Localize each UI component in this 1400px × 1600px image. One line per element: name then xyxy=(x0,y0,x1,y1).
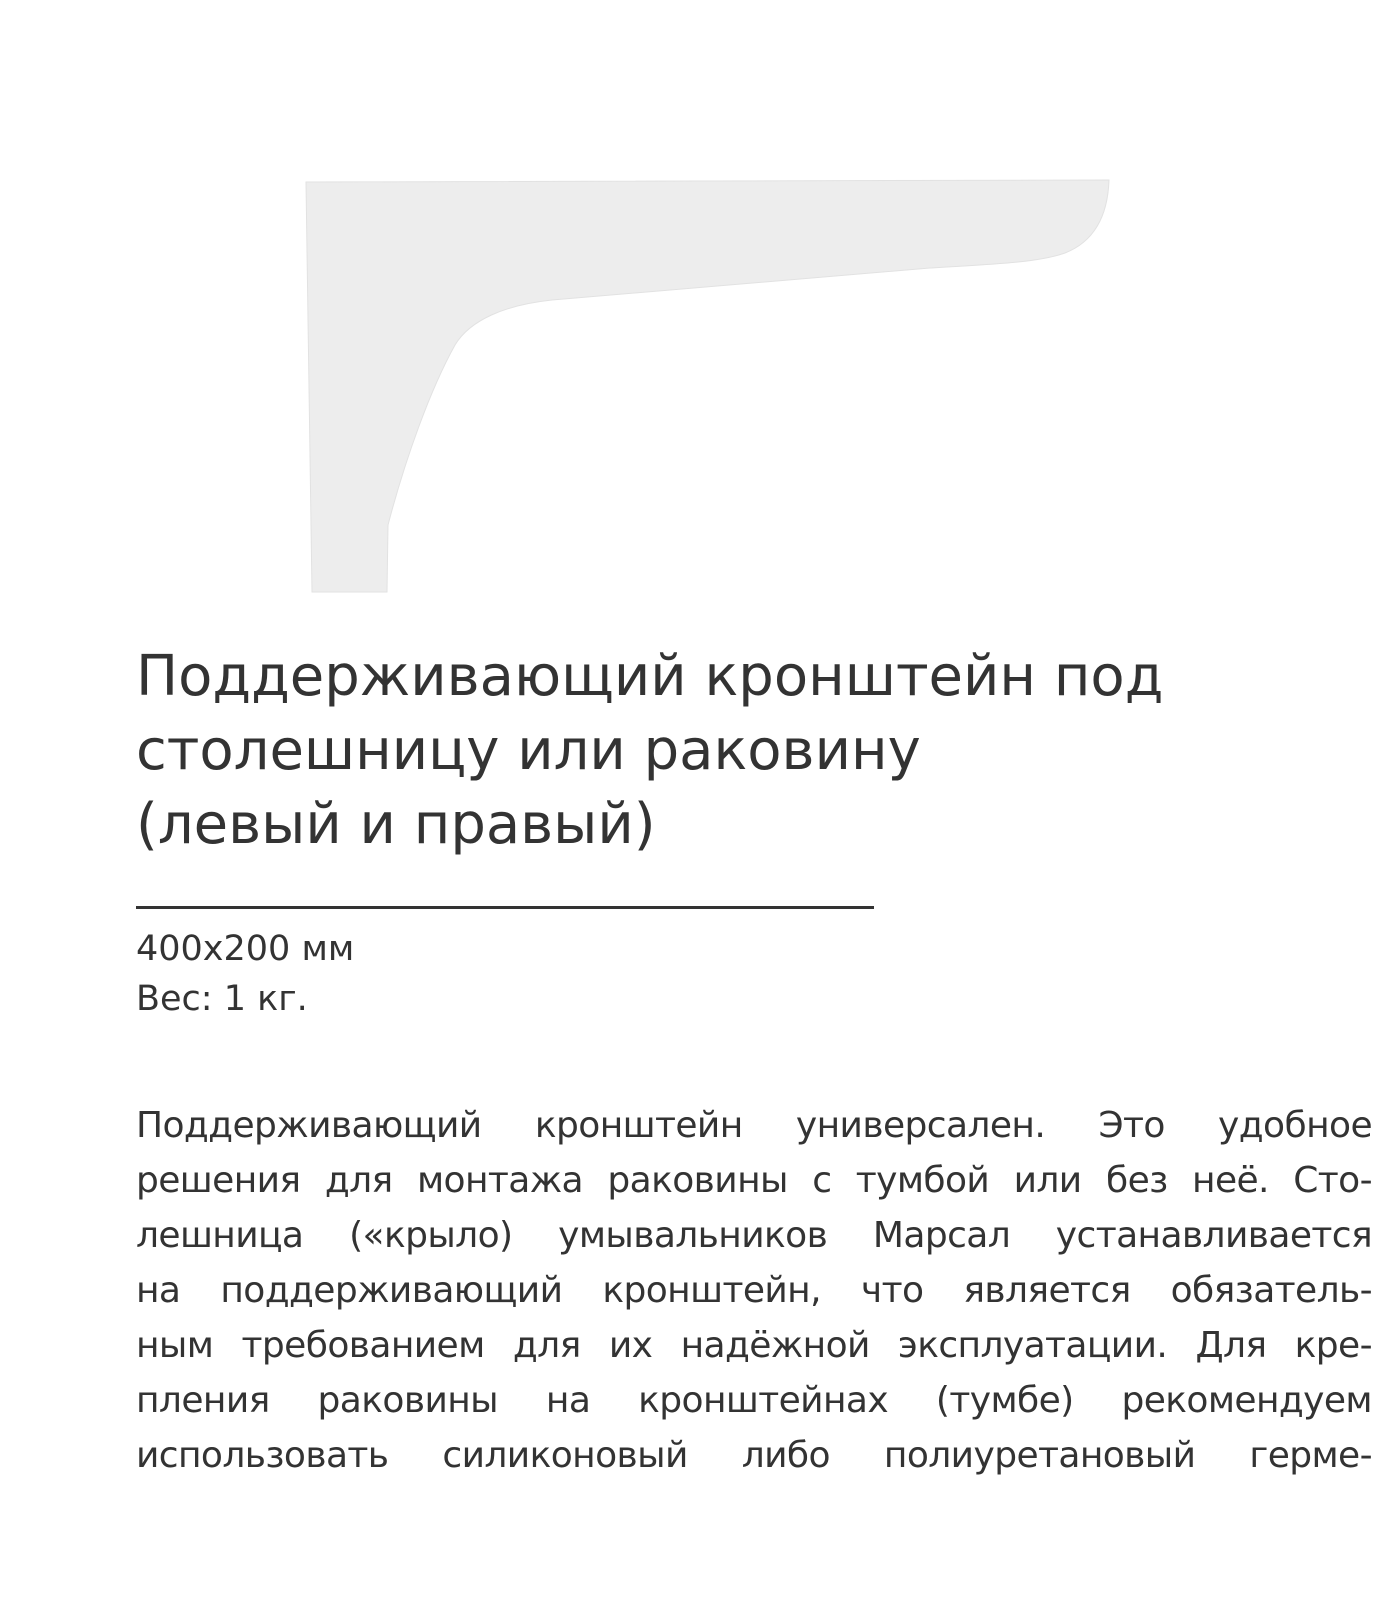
title-line-3: (левый и правый) xyxy=(136,792,656,857)
description-line-5: ным требованием для их надёжной эксплуатации. Для кре- xyxy=(136,1325,1372,1366)
bracket-shape xyxy=(306,180,1109,592)
spec-size: 400x200 мм xyxy=(136,929,355,969)
description-line-7: использовать силиконовый либо полиуретановый герме- xyxy=(136,1435,1372,1476)
spec-weight: Вес: 1 кг. xyxy=(136,979,308,1019)
title-line-1: Поддерживающий кронштейн под xyxy=(136,644,1164,709)
description-line-6: пления раковины на кронштейнах (тумбе) рекомендуем xyxy=(136,1380,1372,1421)
product-title xyxy=(136,640,1236,862)
product-description xyxy=(136,1098,1372,1483)
description-line-1: Поддерживающий кронштейн универсален. Это удобное xyxy=(136,1105,1372,1146)
description-line-2: решения для монтажа раковины с тумбой или без неё. Сто- xyxy=(136,1160,1372,1201)
description-line-3: лешница («крыло) умывальников Марсал устанавливается xyxy=(136,1215,1372,1256)
bracket-image xyxy=(0,0,1400,620)
title-divider xyxy=(136,906,874,909)
product-specs xyxy=(136,924,736,1024)
description-line-4: на поддерживающий кронштейн, что является обязатель- xyxy=(136,1270,1372,1311)
title-line-2: столешницу или раковину xyxy=(136,718,921,783)
